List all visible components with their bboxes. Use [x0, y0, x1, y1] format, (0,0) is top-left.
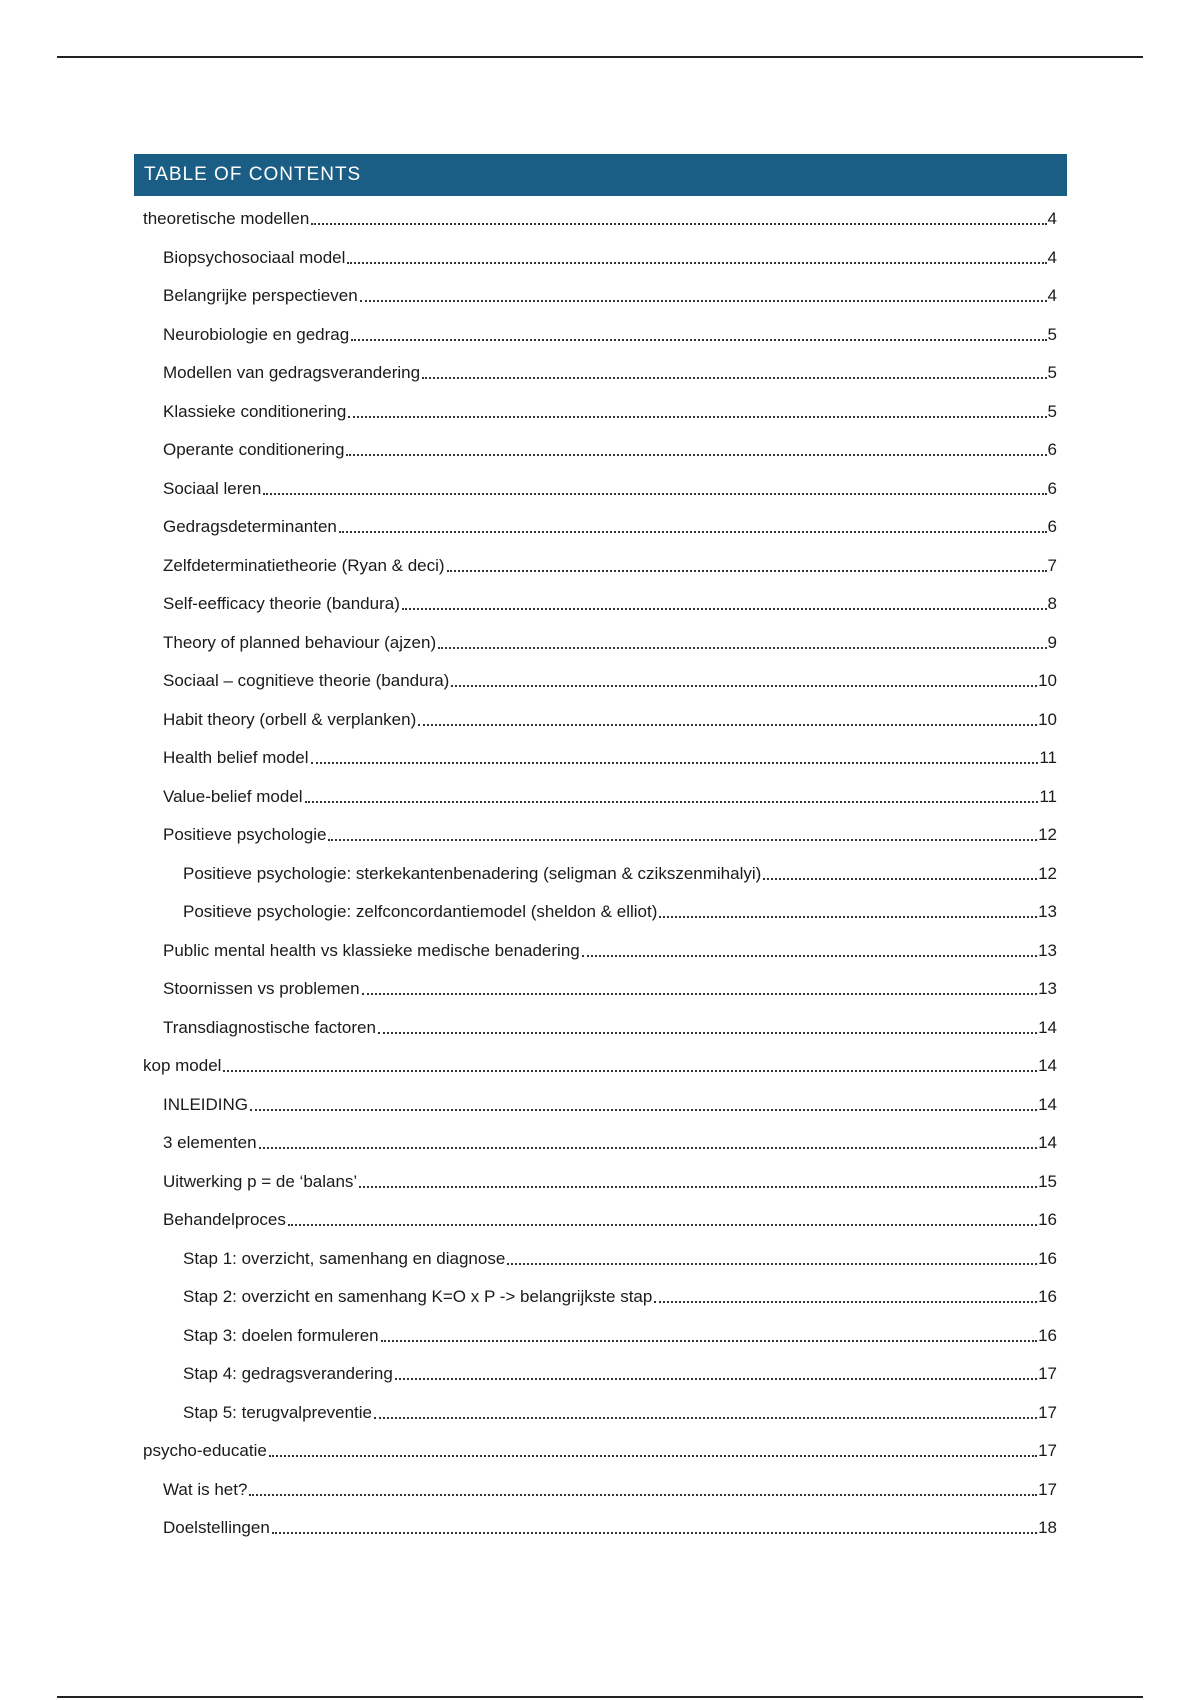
toc-entry-page: 16 — [1038, 1210, 1057, 1229]
toc-entry-page: 17 — [1038, 1479, 1057, 1499]
toc-entry-label: Biopsychosociaal model — [163, 247, 346, 267]
toc-entry-label: Self-eefficacy theorie (bandura) — [163, 594, 400, 613]
bottom-rule — [57, 1696, 1143, 1698]
toc-entry[interactable] — [143, 206, 1057, 230]
toc-entry-page: 5 — [1047, 363, 1057, 382]
toc-entry[interactable] — [183, 899, 1057, 923]
toc-dot-leader — [288, 1224, 1037, 1226]
toc-entry[interactable] — [183, 1361, 1057, 1385]
toc-dot-leader — [328, 839, 1037, 841]
toc-dot-leader — [249, 1494, 1037, 1496]
toc-entry[interactable] — [163, 707, 1057, 731]
toc-title: TABLE OF CONTENTS — [134, 154, 1067, 196]
toc-entry-label: Klassieke conditionering — [163, 401, 347, 421]
toc-entry[interactable] — [163, 976, 1057, 1000]
toc-entry-label: Positieve psychologie: sterkekantenbenadering (seligman & czikszenmihalyi) — [183, 863, 762, 883]
toc-dot-leader — [346, 454, 1046, 456]
toc-entry[interactable] — [163, 514, 1057, 538]
toc-dot-leader — [263, 493, 1046, 495]
toc-dot-leader — [422, 377, 1046, 379]
toc-entry-label: Gedragsdeterminanten — [163, 517, 337, 536]
toc-entry-page: 17 — [1038, 1364, 1057, 1383]
toc-entry[interactable] — [163, 1515, 1057, 1539]
toc-entry-page: 4 — [1047, 209, 1057, 228]
toc-entry-page: 17 — [1038, 1402, 1057, 1422]
toc-entry-label: Public mental health vs klassieke medische benadering — [163, 940, 580, 960]
toc-entry-label: Stoornissen vs problemen — [163, 979, 360, 998]
toc-dot-leader — [269, 1455, 1037, 1457]
toc-dot-leader — [402, 608, 1047, 610]
toc-dot-leader — [362, 993, 1038, 995]
toc-dot-leader — [359, 1186, 1037, 1188]
toc-entry[interactable] — [163, 283, 1057, 307]
toc-entry-label: Habit theory (orbell & verplanken) — [163, 709, 417, 729]
toc-entry-label: Sociaal – cognitieve theorie (bandura) — [163, 671, 450, 690]
toc-dot-leader — [659, 916, 1037, 918]
toc-dot-leader — [418, 724, 1037, 726]
toc-dot-leader — [347, 262, 1046, 264]
toc-entry-page: 7 — [1047, 555, 1057, 575]
toc-entry-label: Theory of planned behaviour (ajzen) — [163, 632, 437, 652]
toc-dot-leader — [378, 1032, 1037, 1034]
toc-entry-label: Zelfdeterminatietheorie (Ryan & deci) — [163, 555, 445, 575]
toc-entry-page: 16 — [1038, 1248, 1057, 1268]
toc-entry[interactable] — [163, 476, 1057, 500]
toc-entry[interactable] — [163, 822, 1057, 846]
toc-entry[interactable] — [163, 553, 1057, 577]
toc-dot-leader — [272, 1532, 1037, 1534]
toc-entry[interactable] — [163, 1015, 1057, 1039]
toc-entry-page: 16 — [1038, 1287, 1057, 1306]
toc-entry-label: Sociaal leren — [163, 478, 262, 498]
toc-entry[interactable] — [163, 360, 1057, 384]
toc-entry[interactable] — [163, 245, 1057, 269]
toc-entry[interactable] — [163, 1477, 1057, 1501]
toc-dot-leader — [311, 223, 1046, 225]
toc-dot-leader — [654, 1301, 1037, 1303]
toc-entry-label: Operante conditionering — [163, 440, 345, 459]
toc-entry[interactable] — [183, 1400, 1057, 1424]
toc-entry-label: Positieve psychologie — [163, 825, 327, 844]
toc-entry[interactable] — [163, 1169, 1057, 1193]
toc-dot-leader — [360, 300, 1047, 302]
toc-entry-page: 6 — [1047, 440, 1057, 459]
toc-entry-label: Wat is het? — [163, 1479, 248, 1499]
toc-entry-page: 14 — [1038, 1133, 1057, 1152]
toc-entry[interactable] — [183, 1246, 1057, 1270]
toc-entry[interactable] — [163, 1207, 1057, 1231]
toc-entry-page: 14 — [1038, 1094, 1057, 1114]
toc-entry-page: 11 — [1039, 786, 1057, 806]
toc-entry-page: 4 — [1047, 247, 1057, 267]
toc-entry-label: Stap 4: gedragsverandering — [183, 1364, 393, 1383]
toc-dot-leader — [395, 1378, 1037, 1380]
toc-entry[interactable] — [183, 1323, 1057, 1347]
toc-entry-page: 16 — [1038, 1325, 1057, 1345]
toc-entry-page: 17 — [1038, 1441, 1057, 1460]
toc-dot-leader — [447, 570, 1047, 572]
toc-dot-leader — [223, 1070, 1037, 1072]
toc-entry[interactable] — [163, 784, 1057, 808]
toc-entry[interactable] — [163, 745, 1057, 769]
toc-entry-label: 3 elementen — [163, 1133, 257, 1152]
toc-entry-page: 6 — [1047, 517, 1057, 536]
toc-dot-leader — [305, 801, 1039, 803]
toc-entry-label: Modellen van gedragsverandering — [163, 363, 421, 382]
toc-entry[interactable] — [183, 1284, 1057, 1308]
toc-dot-leader — [351, 339, 1046, 341]
toc-dot-leader — [507, 1263, 1037, 1265]
toc-entry-label: Stap 5: terugvalpreventie — [183, 1402, 373, 1422]
toc-entry-label: Transdiagnostische factoren — [163, 1017, 376, 1037]
toc-entry-label: theoretische modellen — [143, 209, 310, 228]
toc-entry-page: 9 — [1047, 632, 1057, 652]
toc-entry-page: 10 — [1038, 671, 1057, 690]
toc-entry-page: 5 — [1047, 324, 1057, 344]
toc-dot-leader — [381, 1340, 1037, 1342]
toc-entry[interactable] — [163, 437, 1057, 461]
toc-entry-page: 6 — [1047, 478, 1057, 498]
toc-entry-label: Uitwerking p = de ‘balans’ — [163, 1171, 358, 1191]
toc-entry-page: 13 — [1038, 979, 1057, 998]
toc-dot-leader — [339, 531, 1047, 533]
toc-entry[interactable] — [163, 1092, 1057, 1116]
toc-entry[interactable] — [163, 322, 1057, 346]
toc-entry[interactable] — [163, 668, 1057, 692]
toc-entry-label: INLEIDING — [163, 1094, 249, 1114]
toc-entry-page: 5 — [1047, 401, 1057, 421]
toc-dot-leader — [582, 955, 1037, 957]
toc-entry-label: psycho-educatie — [143, 1441, 267, 1460]
toc-entry-label: Neurobiologie en gedrag — [163, 324, 350, 344]
toc-entry[interactable] — [143, 1438, 1057, 1462]
toc-entry-label: Doelstellingen — [163, 1518, 270, 1537]
toc-entry-label: Value-belief model — [163, 786, 303, 806]
toc-entry-label: Health belief model — [163, 748, 309, 767]
toc-entry-page: 18 — [1038, 1518, 1057, 1537]
toc-entry-label: Stap 1: overzicht, samenhang en diagnose — [183, 1248, 506, 1268]
toc-entry[interactable] — [163, 399, 1057, 423]
toc-dot-leader — [438, 647, 1046, 649]
toc-entry-page: 14 — [1038, 1017, 1057, 1037]
toc-entry[interactable] — [183, 861, 1057, 885]
toc-entry-label: Stap 2: overzicht en samenhang K=O x P -> belangrijkste stap — [183, 1287, 653, 1306]
toc-entry-page: 12 — [1038, 825, 1057, 844]
toc-entry-page: 12 — [1038, 863, 1057, 883]
toc-dot-leader — [311, 762, 1039, 764]
toc-entry[interactable] — [163, 938, 1057, 962]
toc-entry-label: Stap 3: doelen formuleren — [183, 1325, 379, 1345]
toc-dot-leader — [763, 878, 1037, 880]
toc-entry-label: Behandelproces — [163, 1210, 286, 1229]
toc-entry-page: 14 — [1038, 1056, 1057, 1075]
toc-entry-page: 4 — [1047, 286, 1057, 305]
toc-entry-page: 13 — [1038, 940, 1057, 960]
toc-entry-page: 13 — [1038, 902, 1057, 921]
toc-entry[interactable] — [143, 1053, 1057, 1077]
toc-dot-leader — [259, 1147, 1038, 1149]
toc-dot-leader — [451, 685, 1037, 687]
toc-entry-page: 10 — [1038, 709, 1057, 729]
toc-entry-label: Positieve psychologie: zelfconcordantiemodel (sheldon & elliot) — [183, 902, 658, 921]
toc-entry[interactable] — [163, 1130, 1057, 1154]
toc-dot-leader — [348, 416, 1046, 418]
toc-dot-leader — [374, 1417, 1037, 1419]
toc-entry-label: Belangrijke perspectieven — [163, 286, 358, 305]
toc-entry-page: 11 — [1039, 748, 1057, 767]
toc-entry-page: 15 — [1038, 1171, 1057, 1191]
toc-entry-label: kop model — [143, 1056, 222, 1075]
toc-entry-page: 8 — [1047, 594, 1057, 613]
toc-dot-leader — [250, 1109, 1037, 1111]
toc-entry[interactable] — [163, 591, 1057, 615]
toc-entry[interactable] — [163, 630, 1057, 654]
